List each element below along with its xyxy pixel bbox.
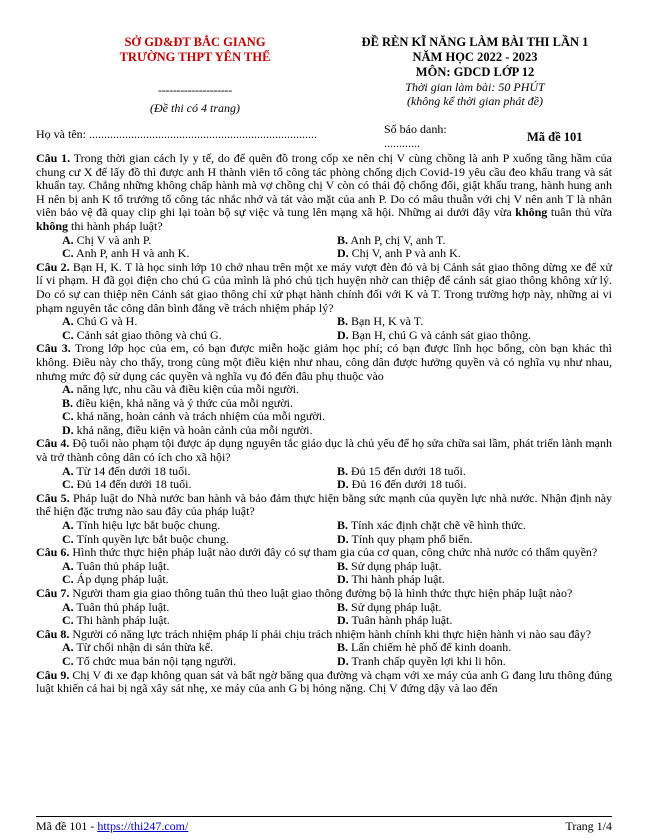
- question-text-part: không: [515, 205, 548, 220]
- pages-note: (Đề thi có 4 trang): [150, 101, 240, 115]
- answer-options: [36, 465, 612, 492]
- answer-option: [337, 560, 612, 574]
- answer-option: [62, 655, 337, 669]
- school-year: NĂM HỌC 2022 - 2023: [412, 50, 538, 64]
- answer-option: [337, 573, 612, 587]
- question: [36, 342, 612, 383]
- option-letter: A.: [62, 558, 74, 573]
- question-text: Pháp luật do Nhà nước ban hành và bảo đảm thực hiện bằng sức mạnh của quyền lực nhà nước. Nhận định này thể hiện đặc trưng nào sau đây của pháp luật?: [36, 490, 613, 519]
- question: [36, 587, 612, 601]
- answer-options: [36, 601, 612, 628]
- answer-option: [62, 560, 337, 574]
- option-letter: B.: [62, 395, 74, 410]
- separator-line: --------------------: [158, 83, 232, 97]
- candidate-id-label: Số báo danh:: [384, 122, 447, 136]
- option-letter: C.: [62, 246, 74, 261]
- question-text: Hình thức thực hiện pháp luật nào dưới đây có sự tham gia của cơ quan, công chức nhà nước có thẩm quyền?: [72, 545, 598, 560]
- option-text: Lấn chiếm hè phố để kinh doanh.: [351, 640, 512, 655]
- option-text: Tính quyền lực bắt buộc chung.: [76, 531, 229, 546]
- option-text: Tính hiệu lực bắt buộc chung.: [76, 518, 221, 533]
- option-letter: C.: [62, 477, 74, 492]
- question-number: Câu 9.: [36, 667, 70, 682]
- answer-option: [62, 519, 337, 533]
- question-text-part: không: [36, 218, 69, 233]
- answer-option: [337, 641, 612, 655]
- question-text-part: tuân thủ vừa: [547, 205, 612, 220]
- answer-option: [62, 383, 612, 397]
- option-text: Tuân thủ pháp luật.: [76, 599, 170, 614]
- option-letter: A.: [62, 463, 74, 478]
- option-text: Bạn H, K và T.: [351, 314, 424, 329]
- option-text: Tuân thủ pháp luật.: [76, 558, 170, 573]
- answer-option: [62, 397, 612, 411]
- question-list: [36, 152, 612, 696]
- footer-code: Mã đề 101 -: [36, 819, 98, 833]
- option-text: Đủ 14 đến dưới 18 tuổi.: [76, 477, 192, 492]
- question-number: Câu 7.: [36, 586, 70, 600]
- question-text: Người có năng lực trách nhiệm pháp lí phải chịu trách nhiệm hành chính khi thực hiện hành vi nào sau đây?: [72, 626, 592, 641]
- option-text: điều kiện, khả năng và ý thức của mỗi người.: [76, 395, 293, 410]
- option-text: Sử dụng pháp luật.: [351, 599, 442, 614]
- option-letter: A.: [62, 640, 74, 655]
- question-text: Bạn H, K. T là học sinh lớp 10 chở nhau trên một xe máy vượt đèn đỏ và bị Cảnh sát giao thông dừng xe để xử lí vi phạm. H đã gọi điện cho chú G của mình là phó chủ tịch huyện nhờ can thiệp để cảnh sát giao thông không xử lý. Do có sự can thiệp nên Cảnh sát giao thông chỉ xử phạt hành chính đối với K và T. Trong trường hợp này, những ai vi phạm nguyên tắc công dân bình đẳng về trách nhiệm pháp lý?: [36, 259, 613, 315]
- option-letter: B.: [337, 314, 349, 329]
- answer-option: [62, 614, 337, 628]
- option-letter: D.: [337, 572, 349, 587]
- answer-options: [36, 315, 612, 342]
- option-text: Tranh chấp quyền lợi khi li hôn.: [351, 653, 506, 668]
- answer-option: [62, 315, 337, 329]
- answer-option: [337, 465, 612, 479]
- answer-options: [36, 383, 612, 437]
- department-name: SỞ GD&ĐT BẮC GIANG: [124, 35, 266, 49]
- option-text: Tổ chức mua bán nội tạng người.: [76, 653, 237, 668]
- option-letter: A.: [62, 599, 74, 614]
- subject: MÔN: GDCD LỚP 12: [415, 65, 535, 79]
- header-right: [330, 35, 620, 108]
- question-number: Câu 6.: [36, 545, 70, 560]
- option-letter: B.: [337, 640, 349, 655]
- option-letter: D.: [337, 327, 349, 342]
- option-letter: B.: [337, 463, 349, 478]
- answer-options: [36, 560, 612, 587]
- option-text: Áp dụng pháp luật.: [76, 572, 169, 587]
- option-letter: D.: [62, 422, 74, 437]
- option-letter: D.: [337, 477, 349, 492]
- question-text: Trong lớp học của em, có bạn được miễn hoặc giảm học phí; có bạn được lĩnh học bổng, còn bạn khác thì không. Điều này cho thấy, trong cùng một điều kiện như nhau, công dân được hưởng quyền và có nghĩa vụ như nhau, nhưng mức độ sử dụng các quyền và nghĩa vụ đó đến đâu phụ thuộc vào: [36, 341, 613, 383]
- option-text: Thi hành pháp luật.: [76, 613, 170, 628]
- answer-option: [62, 424, 612, 438]
- answer-option: [62, 329, 337, 343]
- candidate-name-label: Họ và tên: ............................................................................: [36, 127, 317, 141]
- option-letter: D.: [337, 531, 349, 546]
- question: [36, 437, 612, 464]
- option-text: Chú G và H.: [76, 314, 138, 329]
- option-letter: A.: [62, 232, 74, 247]
- exam-code: Mã đề 101: [527, 130, 583, 144]
- answer-option: [62, 573, 337, 587]
- option-letter: B.: [337, 232, 349, 247]
- question-number: Câu 2.: [36, 259, 70, 274]
- question-text: Chị V đi xe đạp không quan sát và bất ngờ băng qua đường và chạm với xe máy của anh G đang lưu thông đúng luật khiến cả hai bị ngã xây sát nhẹ, xe máy của anh G bị hỏng nặng. Chị V đứng dậy và lao đến: [36, 667, 613, 696]
- option-text: Đủ 16 đến dưới 18 tuổi.: [351, 477, 467, 492]
- answer-options: [36, 519, 612, 546]
- footer-link[interactable]: https://thi247.com/: [97, 819, 189, 833]
- candidate-id: [384, 122, 447, 150]
- option-letter: C.: [62, 327, 74, 342]
- question-number: Câu 1.: [36, 151, 71, 165]
- option-letter: A.: [62, 382, 74, 397]
- question: [36, 261, 612, 315]
- option-text: Từ 14 đến dưới 18 tuổi.: [76, 463, 191, 478]
- option-text: khả năng, hoàn cảnh và trách nhiệm của mỗi người.: [76, 409, 326, 424]
- question-text: Độ tuổi nào phạm tội được áp dụng nguyên tắc giáo dục là chủ yếu để họ sửa chữa sai lầm, phát triển lành mạnh và trở thành công dân có ích cho xã hội?: [36, 436, 612, 465]
- option-text: Bạn H, chú G và cảnh sát giao thông.: [351, 327, 531, 342]
- header-left: [60, 35, 330, 115]
- exam-title: ĐỀ RÈN KĨ NĂNG LÀM BÀI THI LẦN 1: [361, 35, 589, 49]
- answer-option: [62, 247, 337, 261]
- question-text: Người tham gia giao thông tuân thủ theo luật giao thông đường bộ là hình thức thực hiện pháp luật nào?: [72, 586, 573, 600]
- question-number: Câu 4.: [36, 436, 70, 451]
- option-text: Anh P, chị V, anh T.: [350, 232, 446, 247]
- option-letter: C.: [62, 572, 74, 587]
- option-text: năng lực, nhu cầu và điều kiện của mỗi người.: [76, 382, 299, 397]
- answer-option: [337, 519, 612, 533]
- question-text-part: thi hành pháp luật?: [68, 218, 163, 233]
- page-number: Trang 1/4: [565, 819, 612, 833]
- duration: Thời gian làm bài: 50 PHÚT: [405, 80, 545, 94]
- answer-option: [62, 601, 337, 615]
- option-letter: D.: [337, 653, 349, 668]
- footer-code-wrap: [36, 819, 188, 834]
- answer-option: [337, 247, 612, 261]
- answer-option: [337, 655, 612, 669]
- answer-option: [337, 614, 612, 628]
- question: [36, 152, 612, 234]
- answer-option: [337, 315, 612, 329]
- answer-option: [62, 234, 337, 248]
- option-letter: C.: [62, 531, 74, 546]
- option-text: Cảnh sát giao thông và chú G.: [76, 327, 222, 342]
- option-letter: D.: [337, 246, 349, 261]
- answer-option: [62, 410, 612, 424]
- answer-option: [337, 533, 612, 547]
- answer-option: [337, 601, 612, 615]
- page-footer: [36, 816, 612, 834]
- option-letter: B.: [337, 599, 349, 614]
- option-text: Anh P, anh H và anh K.: [76, 246, 190, 261]
- option-text: Tính xác định chặt chẽ về hình thức.: [350, 518, 526, 533]
- duration-note: (không kể thời gian phát đề): [406, 94, 544, 108]
- answer-options: [36, 641, 612, 668]
- answer-option: [337, 234, 612, 248]
- option-text: Chị V và anh P.: [76, 232, 152, 247]
- option-letter: C.: [62, 409, 74, 424]
- option-letter: B.: [337, 558, 349, 573]
- option-text: Chị V, anh P và anh K.: [351, 246, 461, 261]
- question-number: Câu 3.: [36, 341, 71, 356]
- option-letter: D.: [337, 613, 349, 628]
- option-text: Sử dụng pháp luật.: [351, 558, 442, 573]
- option-letter: B.: [337, 518, 349, 533]
- question-number: Câu 5.: [36, 490, 70, 505]
- question: [36, 669, 612, 696]
- question-number: Câu 8.: [36, 626, 70, 641]
- candidate-id-dots: ............: [384, 136, 420, 150]
- option-text: Thi hành pháp luật.: [351, 572, 445, 587]
- option-letter: A.: [62, 518, 74, 533]
- question: [36, 492, 612, 519]
- answer-option: [62, 465, 337, 479]
- answer-option: [62, 533, 337, 547]
- option-text: khả năng, điều kiện và hoàn cảnh của mỗi người.: [76, 422, 313, 437]
- option-text: Tuân hành pháp luật.: [351, 613, 453, 628]
- option-text: Từ chối nhận di sản thừa kế.: [76, 640, 214, 655]
- question: [36, 546, 612, 560]
- school-name: TRƯỜNG THPT YÊN THẾ: [119, 50, 271, 64]
- option-letter: A.: [62, 314, 74, 329]
- answer-option: [337, 329, 612, 343]
- answer-options: [36, 234, 612, 261]
- option-text: Đủ 15 đến dưới 18 tuổi.: [351, 463, 466, 478]
- option-text: Tính quy phạm phổ biến.: [351, 531, 473, 546]
- answer-option: [62, 641, 337, 655]
- option-letter: C.: [62, 613, 74, 628]
- question-text-part: Trong thời gian cách ly y tế, do để quên đồ trong cốp xe nên chị V cùng chồng là anh P xuống tầng hầm của chung cư X để lấy đồ thì được anh H thành viên tổ công tác phòng chống dịch Covid-19 yêu cầu đeo khẩu trang và sát khuẩn tay. Chẳng những không chấp hành mà vợ chồng chị V còn có thái độ chống đối, giật khẩu trang, hành hung anh H nên bị anh K tổ trưởng tổ công tác nhắc nhở và tát vào mặt của anh P. Do có mâu thuẫn với chị V nên anh T là nhân viên bảo vệ đã quay clip ghi lại toàn bộ sự việc và tung lên mạng xã hội. Những ai dưới đây vừa: [36, 151, 612, 220]
- answer-option: [337, 478, 612, 492]
- option-letter: C.: [62, 653, 74, 668]
- question: [36, 628, 612, 642]
- answer-option: [62, 478, 337, 492]
